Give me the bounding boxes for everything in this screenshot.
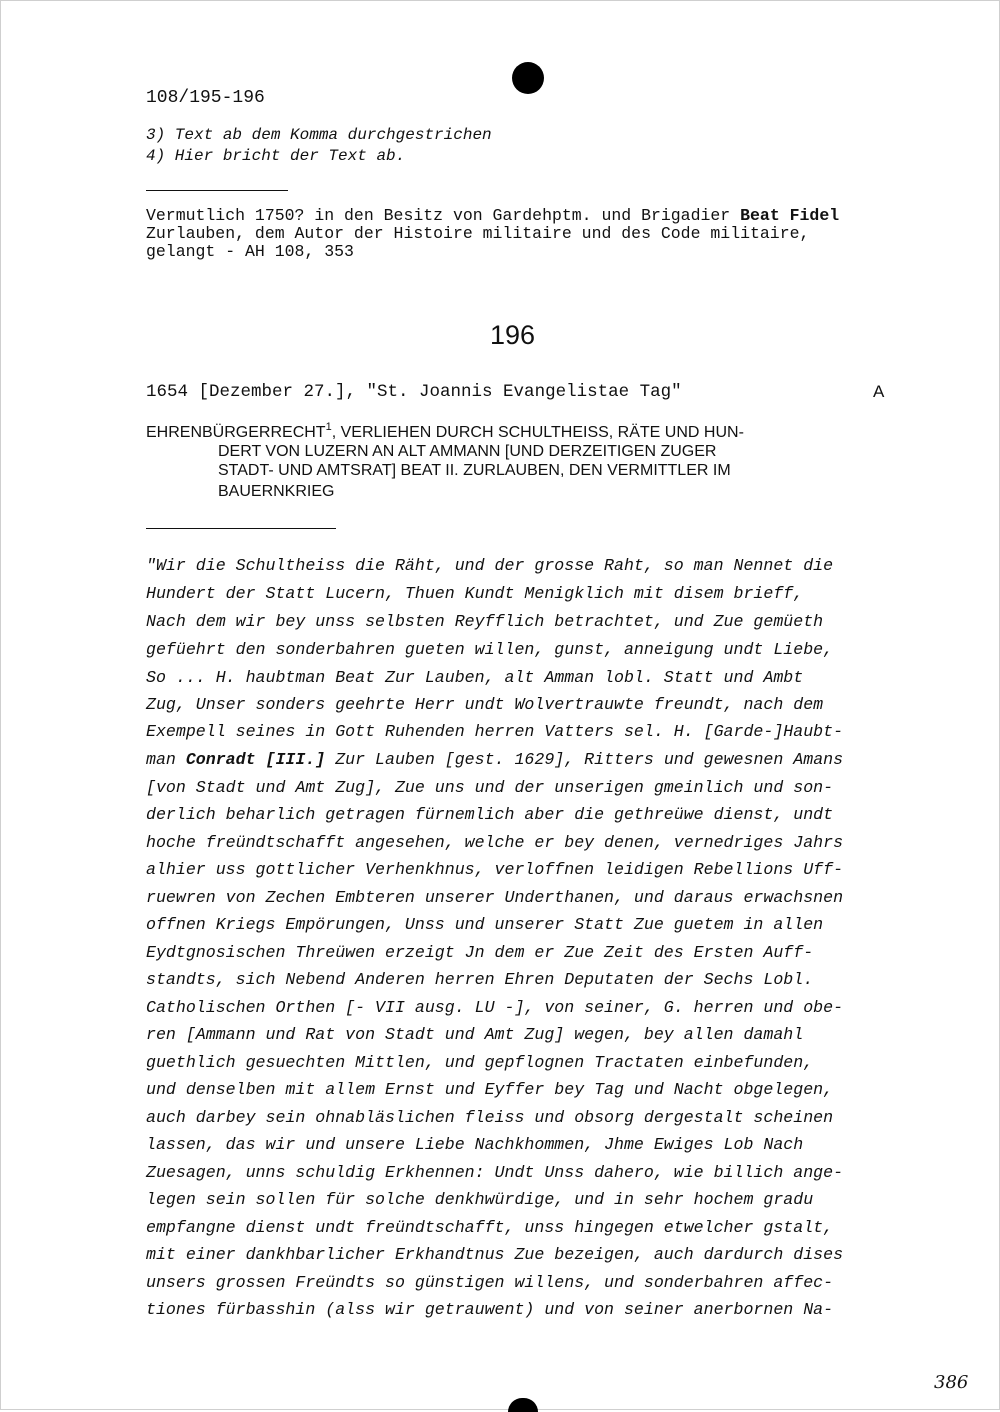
footnote-superscript: 1 (325, 421, 332, 433)
page-mark: 386 (934, 1372, 969, 1393)
body-line: legen sein sollen für solche denkhwürdige, und in sehr hochem gradu (146, 1190, 814, 1209)
intro-line-3: gelangt - AH 108, 353 (146, 242, 354, 261)
footnote-separator (146, 190, 288, 191)
body-line: Zuesagen, unns schuldig Erkhennen: Undt Unss dahero, wie billich ange- (146, 1163, 844, 1182)
body-line: lassen, das wir und unsere Liebe Nachkhommen, Jhme Ewiges Lob Nach (146, 1135, 804, 1154)
archive-reference: 108/195-196 (146, 88, 265, 108)
body-line: standts, sich Nebend Anderen herren Ehren Deputaten der Sechs Lobl. (146, 970, 814, 989)
intro-line-1-text: Vermutlich 1750? in den Besitz von Gardehptm. und Brigadier (146, 206, 741, 225)
body-line: Exempell seines in Gott Ruhenden herren Vatters sel. H. [Garde-]Haubt- (146, 722, 844, 741)
body-line: "Wir die Schultheiss die Räht, und der grosse Raht, so man Nennet die (146, 556, 834, 575)
body-line: derlich beharlich getragen fürnemlich aber die gethreüwe dienst, undt (146, 805, 834, 824)
date-line: 1654 [Dezember 27.], "St. Joannis Evangelistae Tag" (146, 382, 682, 402)
intro-line-2: Zurlauben, dem Autor der Histoire militaire und des Code militaire, (146, 224, 810, 243)
body-line: mit einer dankhbarlicher Erkhandtnus Zue bezeigen, auch dardurch dises (146, 1245, 844, 1264)
body-line: offnen Kriegs Empörungen, Unss und unserer Statt Zue guetem in allen (146, 915, 824, 934)
category-letter: A (873, 382, 885, 401)
body-line: So ... H. haubtman Beat Zur Lauben, alt Amman lobl. Statt und Ambt (146, 668, 804, 687)
body-line-start: man (146, 750, 186, 769)
heading-separator (146, 528, 336, 529)
body-line: hoche freündtschafft angesehen, welche er bey denen, vernedriges Jahrs (146, 833, 844, 852)
body-line: und denselben mit allem Ernst und Eyffer bey Tag und Nacht obgelegen, (146, 1080, 834, 1099)
body-line: gefüehrt den sonderbahren gueten willen, gunst, anneigung undt Liebe, (146, 640, 834, 659)
body-line: empfangne dienst undt freündtschafft, unss hingegen etwelcher gstalt, (146, 1218, 834, 1237)
body-line-rest: Zur Lauben [gest. 1629], Ritters und gewesnen Amans (325, 750, 844, 769)
body-line: unsers grossen Freündts so günstigen willens, und sonderbahren affec- (146, 1273, 834, 1292)
bold-name: Conradt [III.] (185, 750, 326, 769)
body-line: Zug, Unser sonders geehrte Herr undt Wolvertrauwte freundt, nach dem (146, 695, 824, 714)
body-line: Eydtgnosischen Threüwen erzeigt Jn dem er Zue Zeit des Ersten Auff- (146, 943, 814, 962)
document-number: 196 (490, 320, 536, 350)
body-line: Catholischen Orthen [- VII ausg. LU -], von seiner, G. herren und obe- (146, 998, 844, 1017)
heading-line-1-rest: , VERLIEHEN DURCH SCHULTHEISS, RÄTE UND HUN- (331, 424, 744, 441)
footnote-4: 4) Hier bricht der Text ab. (146, 147, 406, 165)
heading-line-3: STADT- UND AMTSRAT] BEAT II. ZURLAUBEN, DEN VERMITTLER IM (218, 462, 731, 479)
body-line: Hundert der Statt Lucern, Thuen Kundt Menigklich mit disem brieff, (146, 584, 804, 603)
body-line: [von Stadt und Amt Zug], Zue uns und der unserigen gmeinlich und son- (146, 778, 834, 797)
footnote-3: 3) Text ab dem Komma durchgestrichen (146, 126, 492, 144)
hole-punch-mark (512, 62, 544, 94)
body-line-with-bold (146, 750, 843, 769)
body-line: Nach dem wir bey unss selbsten Reyfflich betrachtet, und Zue gemüeth (146, 612, 824, 631)
body-line: guethlich gesuechten Mittlen, und gepflognen Tractaten einbefunden, (146, 1053, 814, 1072)
intro-bold-name: Beat Fidel (740, 206, 840, 225)
body-line: auch darbey sein ohnabläslichen fleiss und obsorg dergestalt scheinen (146, 1108, 834, 1127)
intro-line-1 (146, 206, 839, 225)
heading-line-4: BAUERNKRIEG (218, 483, 335, 500)
body-line: alhier uss gottlicher Verhenkhnus, verloffnen leidigen Rebellions Uff- (146, 860, 844, 879)
body-line: ruewren von Zechen Embteren unserer Underthanen, und daraus erwachsnen (146, 888, 844, 907)
heading-line-1 (146, 421, 744, 442)
heading-line-2: DERT VON LUZERN AN ALT AMMANN [UND DERZEITIGEN ZUGER (218, 443, 717, 460)
body-line: tiones fürbasshin (alss wir getrauwent) und von seiner anerbornen Na- (146, 1300, 834, 1319)
heading-title: EHRENBÜRGERRECHT (146, 424, 326, 441)
body-line: ren [Ammann und Rat von Stadt und Amt Zug] wegen, bey allen damahl (146, 1025, 804, 1044)
